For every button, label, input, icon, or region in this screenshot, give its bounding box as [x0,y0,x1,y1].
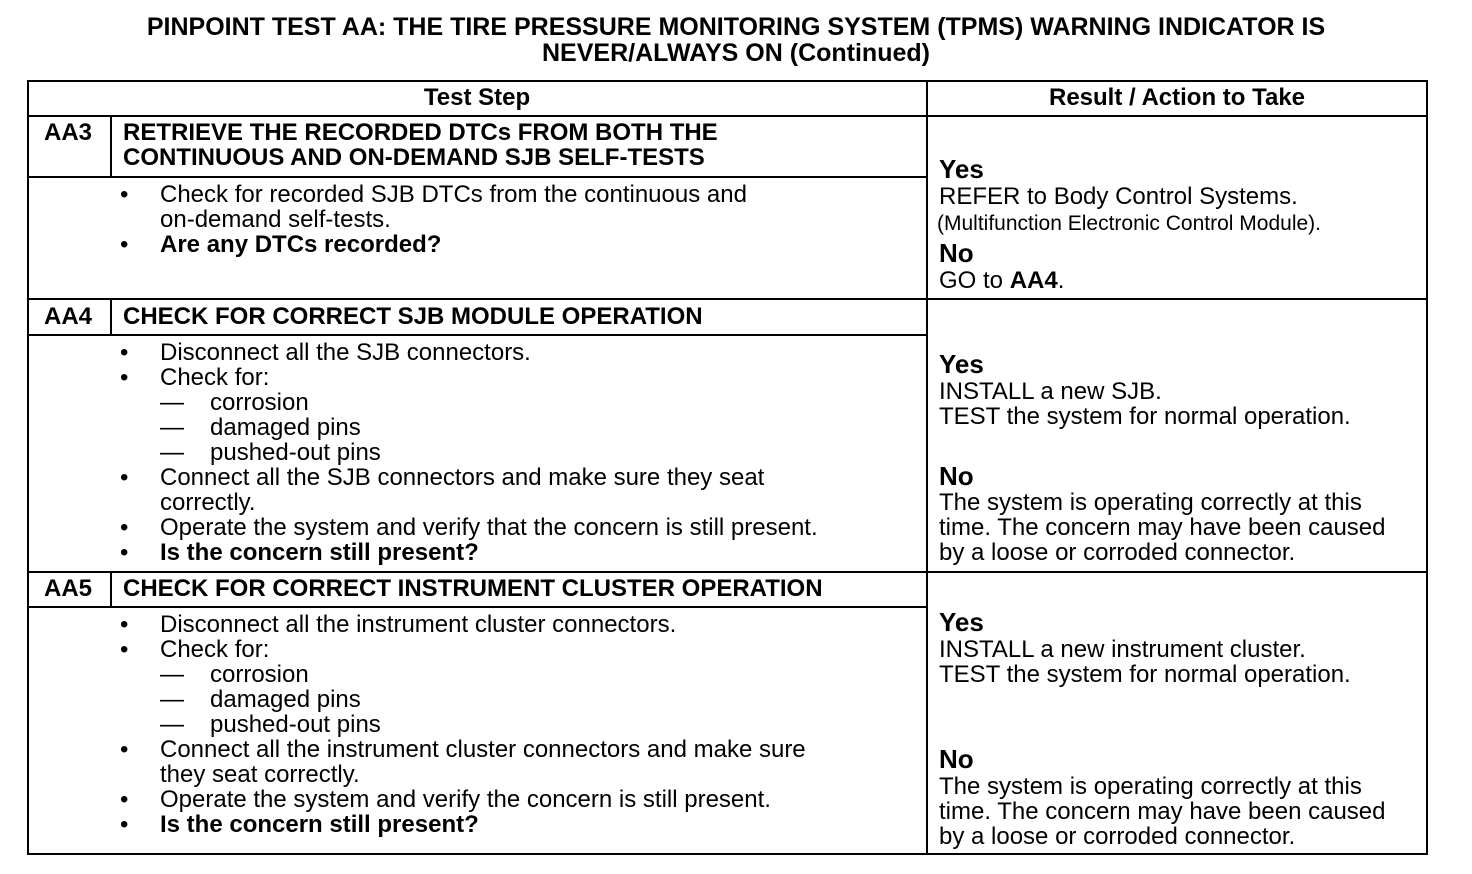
aa4-bullet3-line2: correctly. [160,489,256,516]
aa5-bullet3-line1: Connect all the instrument cluster connectors and make sure [160,736,806,763]
aa4-no-line2: time. The concern may have been caused [939,514,1386,541]
aa3-yes-label: Yes [939,154,984,184]
aa4-dash2: damaged pins [210,414,361,441]
aa4-yes-label: Yes [939,349,984,379]
aa5-no-line3: by a loose or corroded connector. [939,823,1296,850]
aa4-dash3: pushed-out pins [210,439,381,466]
bullet-icon: • [120,231,129,258]
aa4-no-line1: The system is operating correctly at this [939,489,1362,516]
aa4-bullet5: Is the concern still present? [160,539,479,566]
aa3-id-divider [110,115,112,177]
aa5-no-line1: The system is operating correctly at this [939,773,1362,800]
aa3-step-id: AA3 [44,119,93,146]
aa3-heading-line2: CONTINUOUS AND ON-DEMAND SJB SELF-TESTS [123,144,705,171]
aa3-no-period: . [1057,267,1065,294]
aa4-bullet3-line1: Connect all the SJB connectors and make sure they seat [160,464,765,491]
page-title-line1: PINPOINT TEST AA: THE TIRE PRESSURE MONITORING SYSTEM (TPMS) WARNING INDICATOR IS [146,13,1326,41]
bullet-icon: • [120,786,129,813]
aa4-step-id: AA4 [44,303,93,330]
bullet-icon: • [120,736,129,763]
aa5-no-line2: time. The concern may have been caused [939,798,1386,825]
header-divider [27,115,1428,117]
aa4-heading-underline [27,334,927,336]
bullet-icon: • [120,811,129,838]
header-test-step: Test Step [423,84,531,111]
row-divider-aa3-aa4 [27,298,1428,300]
aa5-yes-line1: INSTALL a new instrument cluster. [939,636,1306,663]
bullet-icon: • [120,364,129,391]
aa5-bullet5: Is the concern still present? [160,811,479,838]
bullet-icon: • [120,514,129,541]
aa4-yes-line2: TEST the system for normal operation. [939,403,1351,430]
dash-icon: — [160,711,184,738]
bullet-icon: • [120,636,129,663]
aa5-heading: CHECK FOR CORRECT INSTRUMENT CLUSTER OPERATION [123,575,823,602]
aa3-bullet1-line1: Check for recorded SJB DTCs from the continuous and [160,181,747,208]
aa5-bullet1: Disconnect all the instrument cluster connectors. [160,611,677,638]
aa4-bullet2: Check for: [160,364,270,391]
aa3-no-label: No [939,238,974,268]
aa4-no-label: No [939,461,974,491]
dash-icon: — [160,389,184,416]
table-border-left [27,80,29,855]
table-border-right [1426,80,1428,855]
bullet-icon: • [120,539,129,566]
dash-icon: — [160,661,184,688]
bullet-icon: • [120,464,129,491]
aa5-dash2: damaged pins [210,686,361,713]
bullet-icon: • [120,181,129,208]
aa3-yes-line2: (Multifunction Electronic Control Module). [937,212,1321,235]
aa4-dash1: corrosion [210,389,309,416]
aa5-no-label: No [939,744,974,774]
aa5-heading-underline [27,606,927,608]
aa5-bullet3-line2: they seat correctly. [160,761,360,788]
aa3-heading-underline [27,176,927,178]
aa3-no-line1 [939,268,1064,293]
header-result-action: Result / Action to Take [1048,84,1306,111]
dash-icon: — [160,439,184,466]
aa3-no-text: GO to [939,267,1010,294]
table-border-bottom [27,853,1428,855]
aa5-dash3: pushed-out pins [210,711,381,738]
aa4-bullet1: Disconnect all the SJB connectors. [160,339,531,366]
aa5-yes-line2: TEST the system for normal operation. [939,661,1351,688]
aa5-bullet2: Check for: [160,636,270,663]
aa3-heading-line1: RETRIEVE THE RECORDED DTCs FROM BOTH THE [123,119,718,146]
aa5-yes-label: Yes [939,607,984,637]
dash-icon: — [160,686,184,713]
bullet-icon: • [120,611,129,638]
row-divider-aa4-aa5 [27,571,1428,573]
aa5-bullet4: Operate the system and verify the concern is still present. [160,786,771,813]
aa4-id-divider [110,298,112,335]
bullet-icon: • [120,339,129,366]
column-divider [926,80,928,855]
aa4-yes-line1: INSTALL a new SJB. [939,378,1162,405]
dash-icon: — [160,414,184,441]
aa3-bullet2: Are any DTCs recorded? [160,231,442,258]
aa4-heading: CHECK FOR CORRECT SJB MODULE OPERATION [123,303,703,330]
aa3-bullet1-line2: on-demand self-tests. [160,206,391,233]
aa5-step-id: AA5 [44,575,93,602]
aa5-id-divider [110,571,112,608]
page-title [0,14,1472,66]
table-border-top [27,80,1428,82]
aa5-dash1: corrosion [210,661,309,688]
aa3-no-step-ref: AA4 [1009,267,1058,294]
page-title-line2: NEVER/ALWAYS ON (Continued) [542,39,930,67]
aa4-bullet4: Operate the system and verify that the concern is still present. [160,514,818,541]
aa4-no-line3: by a loose or corroded connector. [939,539,1296,566]
aa3-yes-line1: REFER to Body Control Systems. [939,183,1298,210]
